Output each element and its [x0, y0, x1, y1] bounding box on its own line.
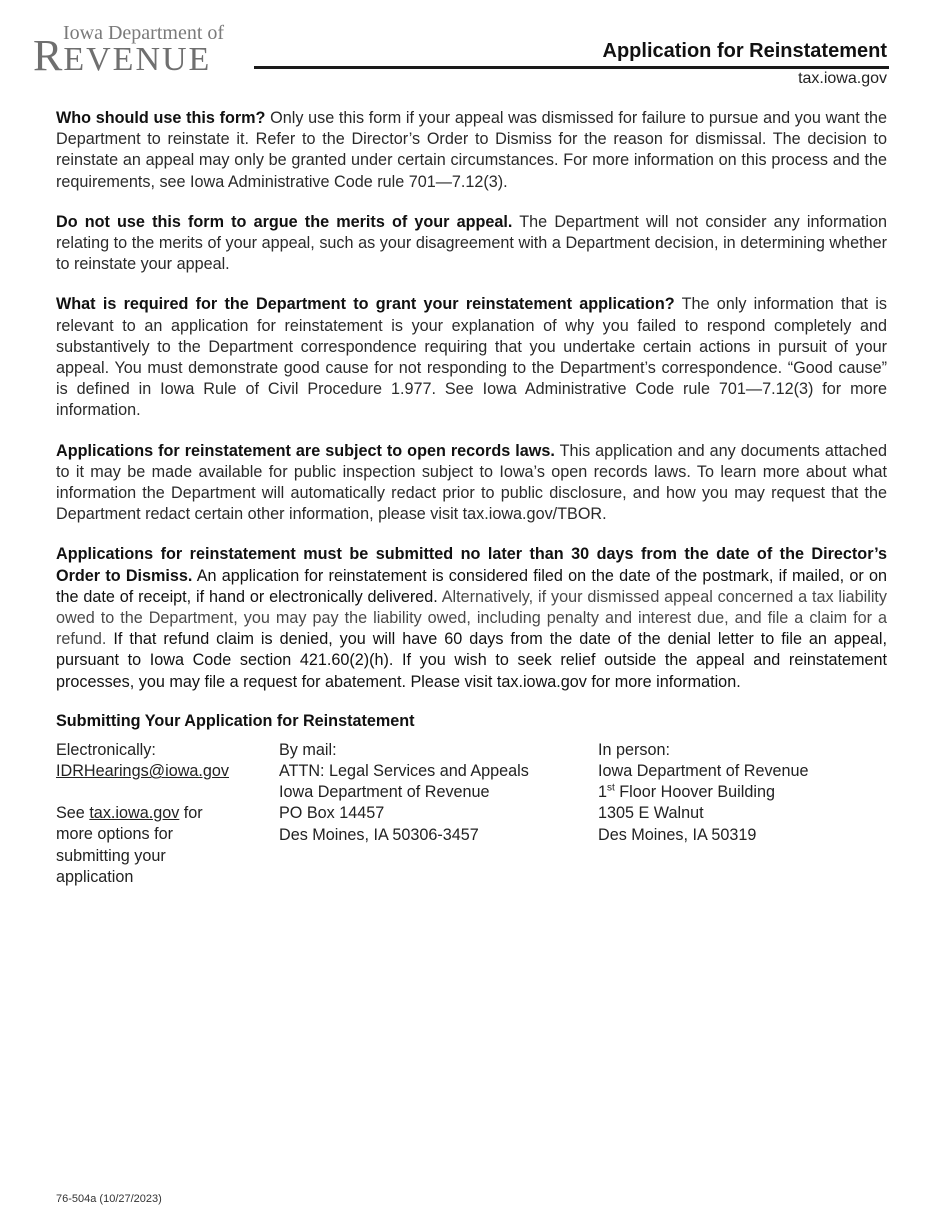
see-website-line [56, 803, 261, 824]
options-text: application [56, 867, 134, 886]
paragraph-text-refund: If that refund claim is denied, you will have 60 days from the date of the denial letter to file an appeal, pursuant to Iowa Code section 421.60(2)(h). If you wish to seek relief outside the appeal and reinstatement processes, you may file a request for abatement. Please visit tax.iowa.gov for more information. [56, 630, 887, 691]
mail-address-line: Des Moines, IA 50306-3457 [279, 825, 479, 844]
logo-revenue-cap: R [33, 31, 64, 80]
paragraph-heading: Do not use this form to argue the merits of your appeal. [56, 212, 513, 231]
paragraph-heading: Who should use this form? [56, 109, 266, 127]
mail-address-line: PO Box 14457 [279, 804, 385, 823]
paragraph-text-filing: An application for reinstatement is considered filed on the date of the postmark, if mailed, or on the date of receipt, if hand or electronically delivered. [56, 566, 887, 606]
paragraph-heading: Applications for reinstatement are subject to open records laws. [56, 441, 555, 460]
mail-address-line: Iowa Department of Revenue [279, 783, 490, 802]
mail-label: By mail: [279, 740, 337, 759]
in-person-address-line: Des Moines, IA 50319 [598, 825, 757, 844]
mail-address-line: ATTN: Legal Services and Appeals [279, 762, 529, 781]
form-number: 76-504a (10/27/2023) [56, 1193, 162, 1205]
options-text: more options for [56, 825, 173, 844]
logo-department-text: Iowa Department of [63, 22, 225, 44]
paragraph-heading: What is required for the Department to grant your reinstatement application? [56, 295, 675, 314]
paragraph-do-not-use [56, 212, 887, 276]
see-text: See [56, 804, 90, 823]
paragraph-text-alternative: Alternatively, if your dismissed appeal concerned a tax liability owed to the Department, you may pay the liability owed, including penalty and interest due, and file a claim for a refund. [56, 587, 888, 649]
website-link[interactable]: tax.iowa.gov [89, 804, 180, 823]
options-text: submitting your [56, 846, 166, 865]
paragraph-text: This application and any documents attached to it may be made available for public inspection subject to Iowa’s open records laws. To learn more about what information the Department will automatically redact prior to public disclosure, and how you may request that the Department redact certain other information, please visit tax.iowa.gov/TBOR. [56, 441, 888, 524]
paragraph-deadline [56, 544, 887, 692]
floor-number: 1 [598, 783, 608, 802]
paragraph-heading: Applications for reinstatement must be submitted no later than 30 days from the date of the Director’s Order to Dismiss. [56, 545, 887, 585]
in-person-address-line: Iowa Department of Revenue [598, 762, 809, 781]
submission-methods [56, 740, 887, 900]
in-person-floor-line [598, 782, 888, 803]
form-instructions [56, 108, 887, 900]
paragraph-who-should-use [56, 108, 887, 193]
submitting-heading: Submitting Your Application for Reinstatement [56, 711, 415, 730]
for-text: for [179, 804, 203, 823]
mail-submission [279, 740, 589, 846]
site-url: tax.iowa.gov [798, 70, 887, 87]
electronic-submission [56, 740, 261, 888]
header-rule [254, 66, 889, 69]
paragraph-text: Only use this form if your appeal was dismissed for failure to pursue and you want the Department to reinstate it. Refer to the Director’s Order to Dismiss for the reason for dismissal. The decision to reinstate an appeal may only be granted under certain circumstances. For more information on this process and the requirements, see Iowa Administrative Code rule 701—7.12(3). [56, 109, 887, 191]
floor-ordinal: st [607, 782, 615, 794]
paragraph-text: The Department will not consider any information relating to the merits of your appeal, such as your disagreement with a Department decision, in determining whether to reinstate your appeal. [56, 212, 887, 274]
in-person-submission [598, 740, 888, 846]
paragraph-text: The only information that is relevant to an application for reinstatement is your explanation of why you failed to respond completely and substantively to the Department correspondence requiring that you undertake certain actions in pursuit of your appeal. You must demonstrate good cause for not responding to the Department’s correspondence. “Good cause” is defined in Iowa Rule of Civil Procedure 1.977. See Iowa Administrative Code rule 701—7.12(3) for more information. [56, 295, 887, 420]
in-person-address-line: 1305 E Walnut [598, 804, 704, 823]
logo-revenue-rest: EVENUE [63, 41, 212, 78]
paragraph-open-records [56, 441, 887, 526]
email-link[interactable]: IDRHearings@iowa.gov [56, 762, 229, 781]
paragraph-what-is-required [56, 294, 887, 421]
department-logo [33, 22, 243, 80]
form-title: Application for Reinstatement [602, 40, 887, 62]
electronic-label: Electronically: [56, 740, 156, 759]
in-person-label: In person: [598, 740, 670, 759]
floor-building: Floor Hoover Building [614, 783, 775, 802]
